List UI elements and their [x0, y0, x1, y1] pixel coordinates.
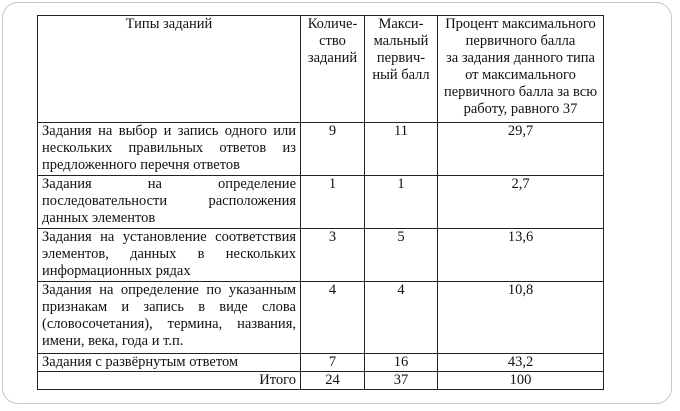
max-score-cell: 5 — [365, 229, 438, 282]
header-percent-line: Процент максимального — [445, 16, 596, 32]
document-frame — [2, 2, 672, 404]
table-header-row — [38, 16, 604, 123]
total-max-cell: 37 — [365, 372, 438, 390]
header-percent-line: от максимального — [465, 67, 576, 83]
percent-cell: 29,7 — [438, 123, 604, 176]
table-row — [38, 176, 604, 229]
header-max-line: мальный — [373, 33, 429, 49]
header-percent-line: первичного балла — [465, 33, 576, 49]
header-percent-line: работу, равного 37 — [463, 101, 578, 117]
task-type-cell: Задания на определение последовательности расположения данных элементов — [38, 176, 301, 229]
task-type-cell: Задания на установление соответствия элементов, данных в нескольких информационных рядах — [38, 229, 301, 282]
header-max-line: Макси- — [378, 16, 424, 32]
max-score-cell: 16 — [365, 354, 438, 372]
task-type-cell: Задания на определение по указанным признакам и запись в виде слова (словосочетания), термина, названия, имени, века, года и т.п. — [38, 282, 301, 354]
header-task-types-text: Типы заданий — [125, 16, 213, 32]
total-percent-cell: 100 — [438, 372, 604, 390]
header-count-line: ство — [319, 33, 346, 49]
percent-cell: 43,2 — [438, 354, 604, 372]
header-task-count — [301, 16, 365, 123]
header-max-line: первич- — [376, 50, 426, 66]
header-percent-line: первичного балла за всю — [443, 84, 598, 100]
header-task-types — [38, 16, 301, 123]
task-types-table — [37, 15, 604, 390]
header-max-score — [365, 16, 438, 123]
header-percent — [438, 16, 604, 123]
max-score-cell: 4 — [365, 282, 438, 354]
header-max-line: ный балл — [372, 67, 430, 83]
table-row — [38, 282, 604, 354]
total-count-cell: 24 — [301, 372, 365, 390]
task-count-cell: 3 — [301, 229, 365, 282]
total-label: Итого — [38, 372, 301, 390]
task-count-cell: 9 — [301, 123, 365, 176]
percent-cell: 2,7 — [438, 176, 604, 229]
task-count-cell: 7 — [301, 354, 365, 372]
header-count-line: Количе- — [307, 16, 358, 32]
max-score-cell: 11 — [365, 123, 438, 176]
percent-cell: 13,6 — [438, 229, 604, 282]
task-type-cell: Задания с развёрнутым ответом — [38, 354, 301, 372]
table-row — [38, 229, 604, 282]
header-percent-line: за задания данного типа — [446, 50, 595, 66]
task-count-cell: 1 — [301, 176, 365, 229]
task-count-cell: 4 — [301, 282, 365, 354]
table-row — [38, 354, 604, 372]
total-row — [38, 372, 604, 390]
task-type-cell: Задания на выбор и запись одного или нескольких правильных ответов из предложенного перечня ответов — [38, 123, 301, 176]
percent-cell: 10,8 — [438, 282, 604, 354]
table-row — [38, 123, 604, 176]
max-score-cell: 1 — [365, 176, 438, 229]
header-count-line: заданий — [307, 50, 358, 66]
